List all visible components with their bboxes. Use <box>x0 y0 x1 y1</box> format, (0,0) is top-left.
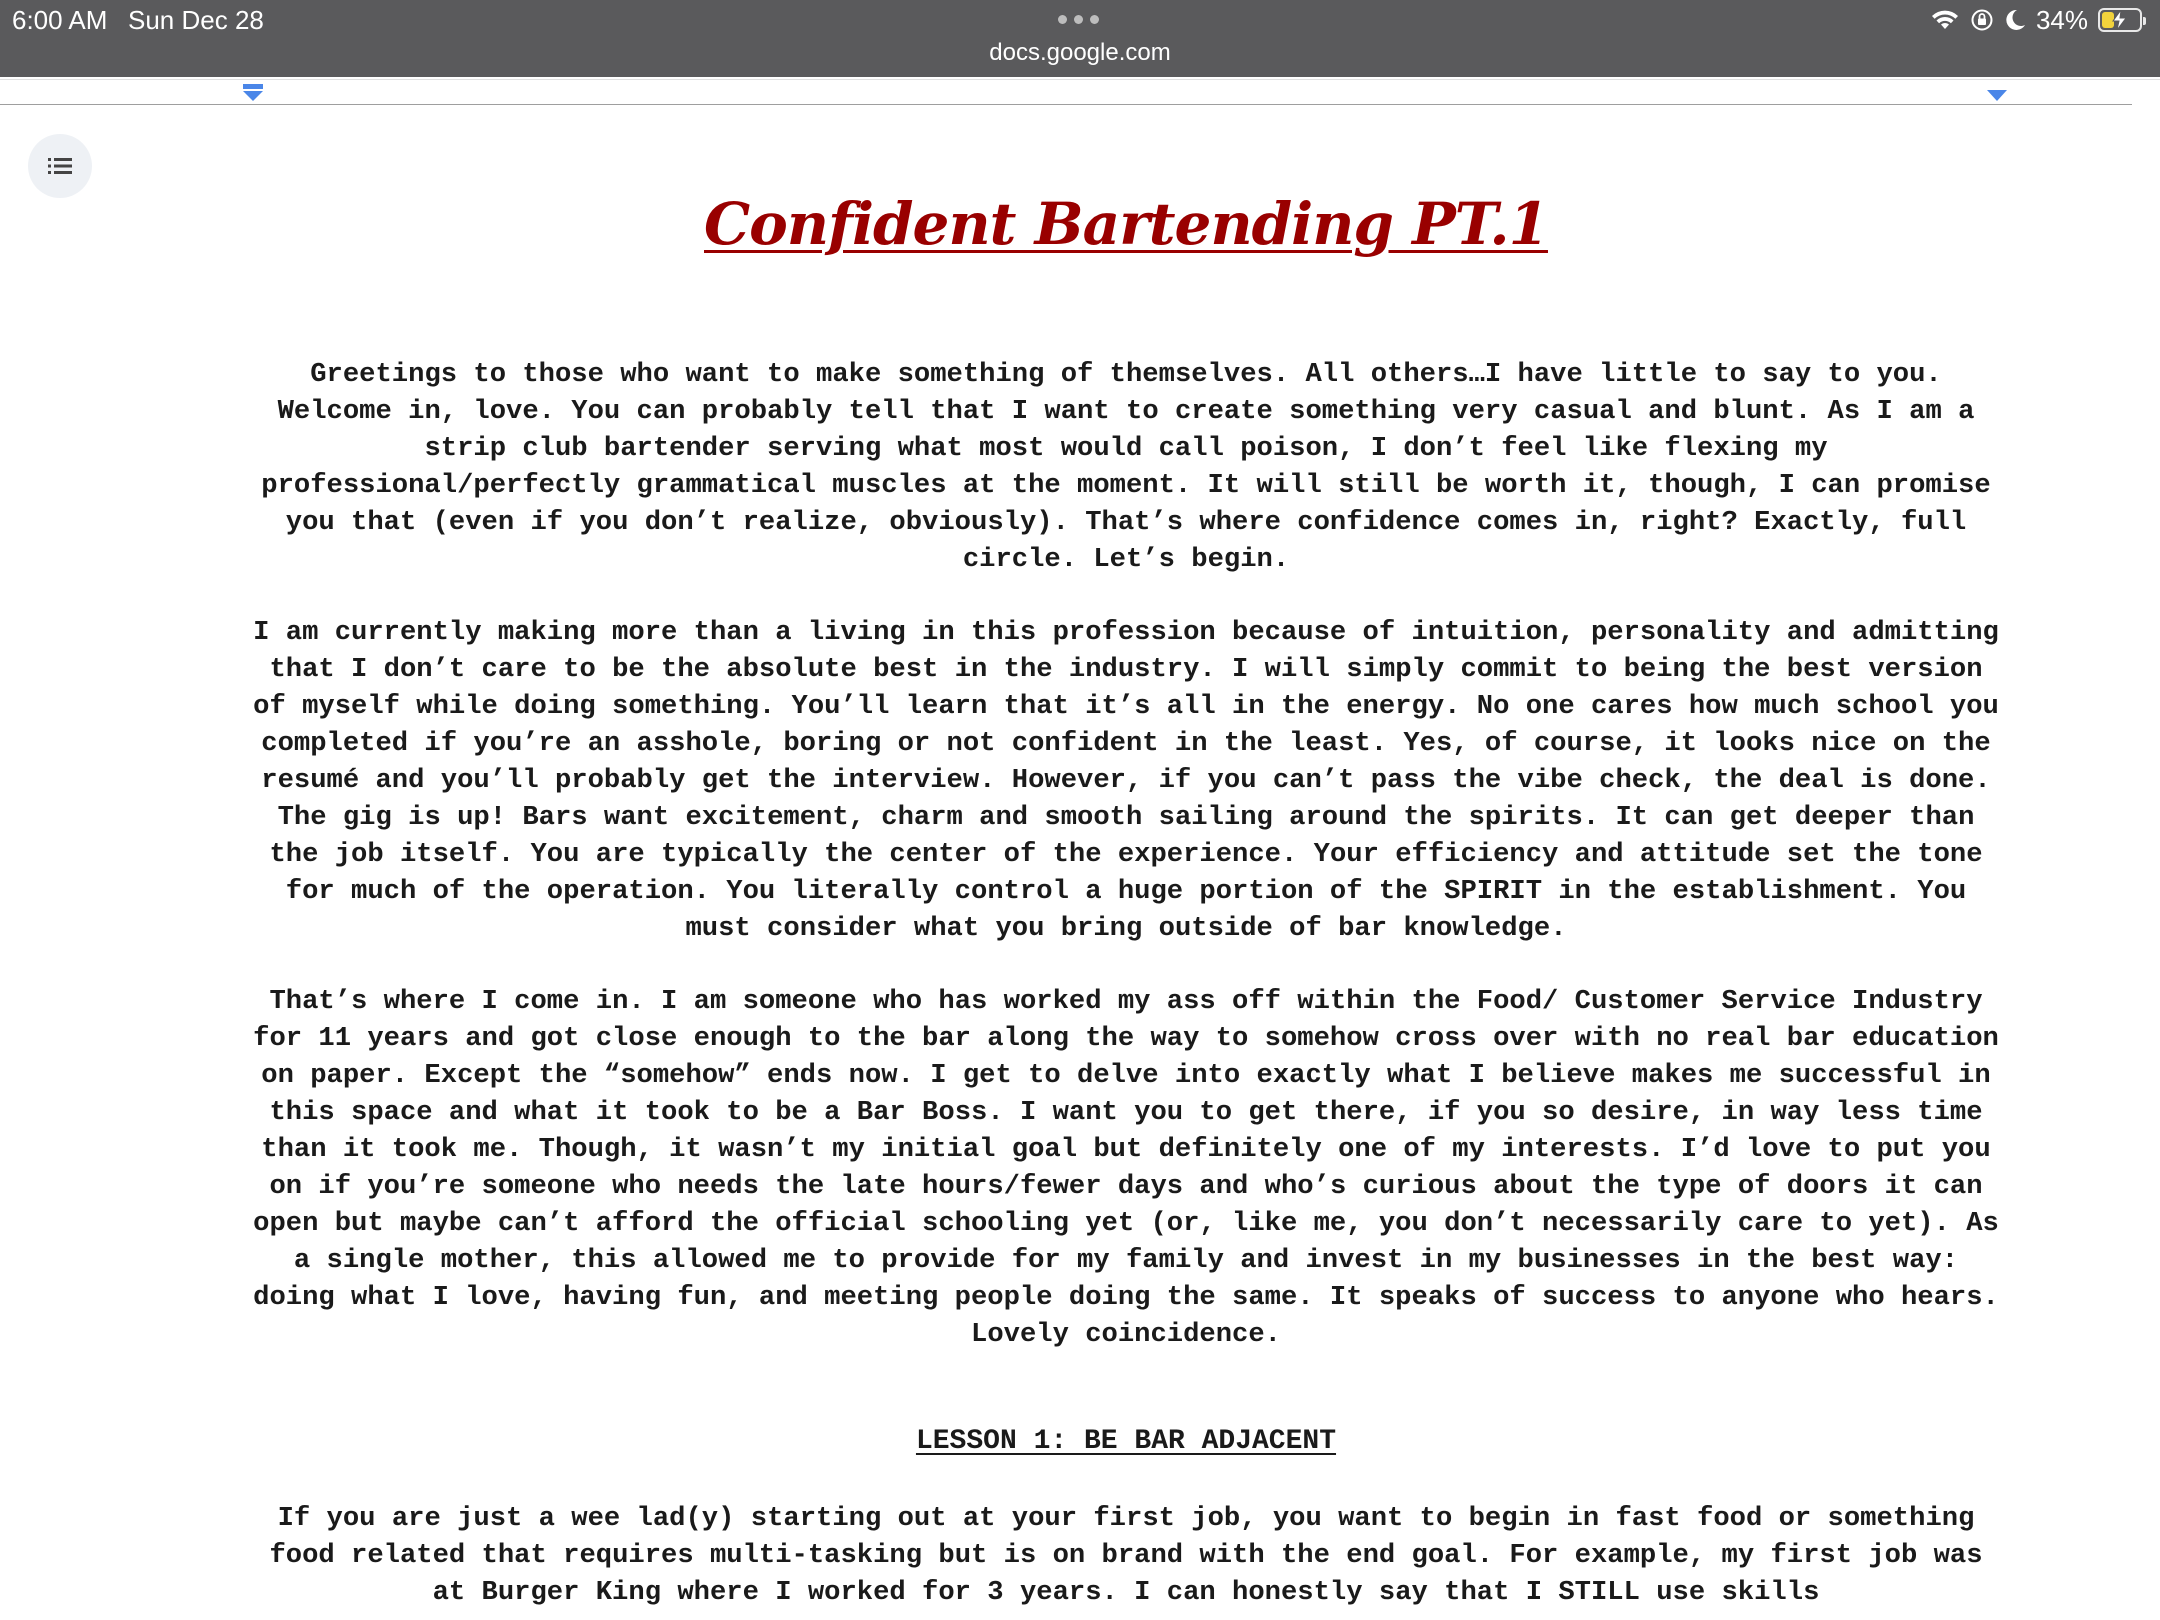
battery-charging-icon <box>2098 8 2142 32</box>
document-title[interactable]: Confident Bartending PT.1 <box>704 190 1548 258</box>
lesson-heading[interactable]: LESSON 1: BE BAR ADJACENT <box>915 1426 1337 1458</box>
safari-top-bar <box>0 0 2160 77</box>
document-outline-button[interactable] <box>28 134 92 198</box>
wifi-icon <box>1930 8 1960 32</box>
moon-icon <box>2004 8 2026 32</box>
paragraph-intro[interactable]: Greetings to those who want to make something of themselves. All others…I have little to say to you. Welcome in, love. You can probably tell that I want to create something very casual and blunt. As I am a strip club bartender serving what most would call poison, I don’t feel like flexing my professional/perfectly grammatical muscles at the moment. It will still be worth it, though, I can promise you that (even if you don’t realize, obviously). That’s where confidence comes in, right? Exactly, full circle. Let’s begin. <box>261 359 1991 575</box>
left-indent-marker-icon[interactable] <box>242 84 264 102</box>
ruler-top-border <box>0 79 2160 80</box>
orientation-lock-icon <box>1970 8 1994 32</box>
status-time: 6:00 AM <box>12 5 108 35</box>
status-date: Sun Dec 28 <box>128 5 264 35</box>
document-body[interactable] <box>250 357 2002 1620</box>
right-indent-marker-icon[interactable] <box>1986 89 2008 102</box>
battery-percent: 34% <box>2035 4 2088 35</box>
ruler <box>0 104 2132 105</box>
paragraph-profession[interactable]: I am currently making more than a living in this profession because of intuition, personality and admitting that I don’t care to be the absolute best in the industry. I will simply commit to being the best version of myself while doing something. You’ll learn that it’s all in the energy. No one cares how much school you completed if you’re an asshole, boring or not confident in the least. Yes, of course, it looks nice on the resumé and you’ll probably get the interview. However, if you can’t pass the vibe check, the deal is done. The gig is up! Bars want excitement, charm and smooth sailing around the spirits. It can get deeper than the job itself. You are typically the center of the experience. Your efficiency and attitude set the tone for much of the operation. You literally control a huge portion of the SPIRIT in the establishment. You must consider what you bring outside of bar knowledge. <box>253 617 1999 944</box>
multitasking-dots-icon[interactable] <box>1058 15 1099 24</box>
status-icons <box>1930 4 2142 36</box>
outline-list-icon <box>46 155 74 177</box>
address-bar-url[interactable]: docs.google.com <box>989 39 1171 66</box>
paragraph-lesson-1[interactable]: If you are just a wee lad(y) starting out at your first job, you want to begin in fast food or something food related that requires multi-tasking but is on brand with the end goal. For example, my first job was at Burger King where I worked for 3 years. I can honestly say that I STILL use skills <box>269 1503 1983 1609</box>
paragraph-background[interactable]: That’s where I come in. I am someone who has worked my ass off within the Food/ Customer Service Industry for 11 years and got close enough to the bar along the way to somehow cross over with no real bar education on paper. Except the “somehow” ends now. I get to delve into exactly what I believe makes me successful in this space and what it took to be a Bar Boss. I want you to get there, if you so desire, in way less time than it took me. Though, it wasn’t my initial goal but definitely one of my interests. I’d love to put you on if you’re someone who needs the late hours/fewer days and who’s curious about the type of doors it can open but maybe can’t afford the official schooling yet (or, like me, you don’t necessarily care to yet). As a single mother, this allowed me to provide for my family and invest in my businesses in the best way: doing what I love, having fun, and meeting people doing the same. It speaks of success to anyone who hears. Lovely coincidence. <box>253 986 1999 1350</box>
